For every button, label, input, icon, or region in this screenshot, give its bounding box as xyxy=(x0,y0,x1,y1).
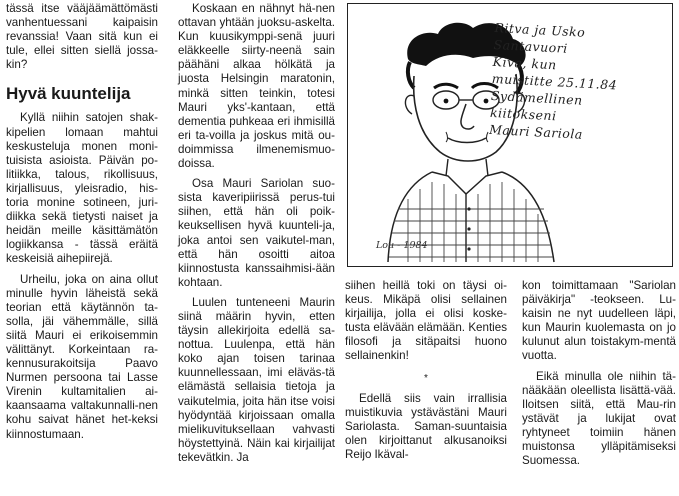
text-column-3 xyxy=(345,279,507,462)
text-column-4 xyxy=(522,279,676,468)
text-column-1 xyxy=(6,2,158,442)
paragraph: Osa Mauri Sariolan suo-sista kaveripiirissä perus-tui siihen, että hän oli poik-keuksellisen hyvä kuunteli-ja, joka antoi sen vaikutel-man, että hän osoitti aitoa kiinnostusta kanssaihmisi-ään kohtaan. xyxy=(178,177,335,289)
section-heading: Hyvä kuuntelija xyxy=(6,84,131,104)
inscription-line: muistitte 25.11.84 xyxy=(491,70,618,93)
paragraph: Edellä siis vain irrallisia muistikuvia ystävästäni Mauri Sariolasta. Saman-suuntaisia olen kirjoittanut alkusanoiksi Reijo Ikäval- xyxy=(345,391,507,462)
text-column-2 xyxy=(178,2,335,465)
inscription-line: kiitokseni xyxy=(489,104,557,124)
handwritten-dedication xyxy=(489,19,620,144)
paragraph: kon toimittamaan "Sariolan päiväkirja" -teokseen. Lu-kaisin ne nyt uudelleen läpi, kun Maurin kuolemasta on jo kulunut alun toistakym-mentä vuotta. xyxy=(522,279,676,363)
section-separator: * xyxy=(424,372,428,384)
inscription-line: Kiva, kun xyxy=(492,53,558,73)
inscription-line: Mauri Sariola xyxy=(488,121,584,142)
paragraph: Luulen tunteneeni Maurin siinä määrin hyvin, etten täysin allekirjoita edellä sa-nottua. Luulenpa, että hän koko ajan toisen tarinaa kuunnellessaan, imi eläväs-tä elämästä sellaisia tietoja ja vaikutelmia, joita hän itse voisi hyödyntää kirjoissaan omalla mielikuvituksellaan vahvasti höystettyinä. Näin kai kirjailijat tekevätkin. Ja xyxy=(178,295,335,464)
caricature-drawing xyxy=(347,3,673,267)
inscription-line: Sydämellinen xyxy=(490,87,584,108)
inscription-line: Santavuori xyxy=(493,36,569,56)
paragraph: Koskaan en nähnyt hä-nen ottavan yhtään juoksu-askelta. Kun kuusikymppi-senä juuri eläkkeelle siirty-neenä sain päähäni alkaa hölkätä ja juosta Helsingin maratonin, minkä sitten teinkin, totesi Mauri yks'-kantaan, että dementia puhkeaa eri ihmisillä eri ta-voilla ja joskus mitä ou-doimmissa ilmenemismuo-doissa. xyxy=(178,2,335,171)
artist-signature: Lou - 1984 xyxy=(376,240,428,251)
paragraph: siihen heillä toki on täysi oi-keus. Mikäpä olisi sellainen kirjailija, jolla ei olisi koske-tusta elävään elämään. Kenties filosofi ja sitäpaitsi huono sellainenkin! xyxy=(345,279,507,363)
paragraph: Urheilu, joka on aina ollut minulle hyvin läheistä sekä teorian että käytännön ta-solla, jäi vähemmälle, sillä siitä Mauri ei erikoisemmin välittänyt. Korkeintaan ra-kennusurakoitsija Paavo Nurmen persoona tai Lasse Virenin kultamitalien ai-kaansaama valtakunnalli-nen kohu saivat hänet het-keksi kiinnostumaan. xyxy=(6,272,158,441)
paragraph: Kyllä niihin satojen shak-kipelien lomaan mahtui keskusteluja monen moni-tuisista asioista. Päivän po-litiikka, talous, rikollisuus, kirjallisuus, yleisradio, his-toria monine sotineen, juri-diikka sekä tietysti naiset ja heidän meille käsittämätön logiikkansa - tässä eräitä keskeisiä aihepiirejä. xyxy=(6,111,158,266)
paragraph: Eikä minulla ole niihin tä-nääkään oleellista lisättä-vää. Iloitsen siitä, että Mau-rin ystävät ja lukijat ovat ryhtyneet toimiin hänen muistonsa ylläpitämiseksi Suomessa. xyxy=(522,369,676,468)
inscription-line: Ritva ja Usko xyxy=(494,19,586,40)
intro-paragraph: tässä itse vääjäämättömästi vanhentuessani kaipaisin revanssia! Vaan sitä kun ei tule, ellei sitten siellä jossa-kin? xyxy=(6,2,158,72)
